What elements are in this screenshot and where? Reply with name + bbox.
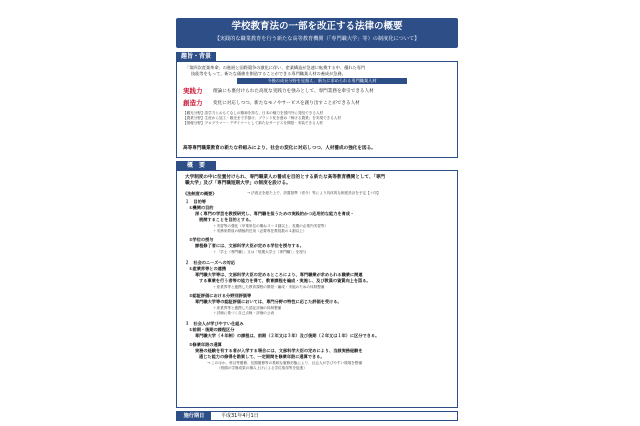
- section-2-heading: ２ 社会のニーズへの対応: [185, 260, 236, 265]
- law-heading: 《法制度の概要》: [183, 191, 217, 196]
- section-3b-note2: （短期の学修成果の積み上げによる学位取得等を促進）: [217, 366, 307, 370]
- keyword-practical: 実践力: [183, 87, 203, 95]
- document-page: [166, 18, 468, 422]
- section-label-background: 趣旨・背景: [176, 52, 216, 61]
- desc-practical: 理論にも裏付けられた高度な実践力を強みとして、専門業務を牽引できる人材: [213, 89, 374, 94]
- background-para2: 技能等をもって、新たな価値を創造することができる専門職業人材の養成が急務。: [191, 71, 346, 76]
- section-label-overview: 概 要: [176, 161, 216, 170]
- section-3b-note1: → このほか、科目等履修、長期履修等の柔軟な履修形態により、社会人が学びやすい環境を整備: [207, 361, 363, 365]
- section-3a-text1: 専門職大学（４年制）の課程は、前期（２年又は３年）及び後期（２年又は１年）に区分できる。: [195, 333, 380, 338]
- section-1b-heading: ②学位の授与: [189, 237, 214, 242]
- desc-creative: 変化に対応しつつ、新たなモノやサービスを創り出すことができる人材: [213, 101, 360, 106]
- enforcement-date: 平成31年4月1日: [221, 413, 259, 419]
- section-1a-text2: 展開することを目的とする。: [199, 217, 254, 222]
- section-2a-note1: ＋産業界等と連携した教育課程の開発・編成・実施のための体制整備: [213, 285, 325, 289]
- example-it: 【情報分野】プログラマー・デザイナーとして新たなサービスを開発・実装できる人材: [183, 121, 323, 125]
- section-3b-text2: 通じた能力の修得を勘案して、一定期間を修業年限に通算できる。: [199, 354, 325, 359]
- enforcement-box: [176, 411, 458, 421]
- section-3b-heading: ②修業年限の通算: [189, 342, 222, 347]
- section-2b-text1: 専門職大学等の認証評価においては、専門分野の特性に応じた評価を受ける。: [195, 299, 342, 304]
- background-banner: 今後の成長分野を見据え、新たに求められる専門職業人材: [237, 78, 407, 84]
- law-note: → 法改正を経た上で、設置基準（省令）等により具体的な制度設計を予定【＋印】: [247, 191, 381, 195]
- background-conclusion: 高等専門職業教育の新たな枠組みにより、社会の変化に対応しつつ、人材養成の強化を図る。: [183, 146, 376, 151]
- enforcement-label: 施行期日: [177, 412, 211, 420]
- page-title: 学校教育法の一部を改正する法律の概要: [231, 21, 403, 32]
- keyword-creative: 創造力: [183, 99, 203, 107]
- section-1a-note1: ＋実習等の強化（卒業単位の概ね３～４割以上、長期の企業内実習等）: [213, 224, 328, 228]
- overview-box: [176, 170, 458, 408]
- overview-intro1: 大学制度の中に位置付けられ、専門職業人の養成を目的とする新たな高等教育機関として、「専門: [185, 175, 386, 180]
- section-2a-text2: する事業を行う者等の協力を得て、教育課程を編成・実施し、及び教員の資質向上を図る。: [199, 278, 371, 283]
- overview-intro2: 職大学」及び「専門職短期大学」の制度を設ける。: [185, 181, 291, 186]
- background-para1: 「第四次産業革命」の進展と国際競争の激化に伴い、産業構造が急速に転換する中、優れた専門: [185, 65, 366, 70]
- section-1-heading: １ 目的等: [185, 199, 206, 204]
- section-2a-heading: ①産業界等との連携: [189, 266, 227, 271]
- section-2b-note2: ＋評価に基づく自己点検・評価の公表: [213, 311, 275, 315]
- section-1a-note2: ＋実務家教員の積極的任用（必要専任教員数の４割以上）: [213, 229, 307, 233]
- section-2a-text1: 専門職大学等は、文部科学大臣の定めるところにより、専門職業が求められる職業に関連: [195, 272, 363, 277]
- example-tourism: 【観光分野】語学力とおもてなしの精神を持ち、日本の魅力を国内外に発信できる人材: [183, 111, 324, 115]
- section-2b-note1: ＋産業界等と連携した認証評価の体制整備: [213, 306, 282, 310]
- example-agriculture: 【農業分野】生産から加工・販売まで手掛け、ブランド化を進め「稼げる農業」を実現できる人材: [183, 116, 341, 120]
- section-3-heading: ３ 社会人が学びやすい仕組み: [185, 321, 244, 326]
- title-banner: [176, 18, 458, 48]
- section-1b-note1: ＋「学士（専門職）」又は「短期大学士（専門職）」を授与: [213, 250, 307, 254]
- section-3b-text1: 実務の経験を有する者が入学する場合には、文部科学大臣の定めにより、当該実務経験を: [195, 348, 363, 353]
- section-1a-text1: 深く専門の学芸を教授研究し、専門職を担うための実践的かつ応用的な能力を育成・: [195, 211, 355, 216]
- section-2b-heading: ②認証評価における分野別評価等: [189, 293, 252, 298]
- section-1a-heading: ①機関の目的: [189, 205, 214, 210]
- section-3a-heading: ①前期・後期の課程区分: [189, 327, 235, 332]
- background-box: [176, 61, 458, 158]
- page-subtitle: 【実践的な職業教育を行う新たな高等教育機関（「専門職大学」等）の制度化について】: [214, 36, 420, 42]
- section-1b-text1: 課程修了者には、文部科学大臣が定める学位を授与する。: [195, 243, 304, 248]
